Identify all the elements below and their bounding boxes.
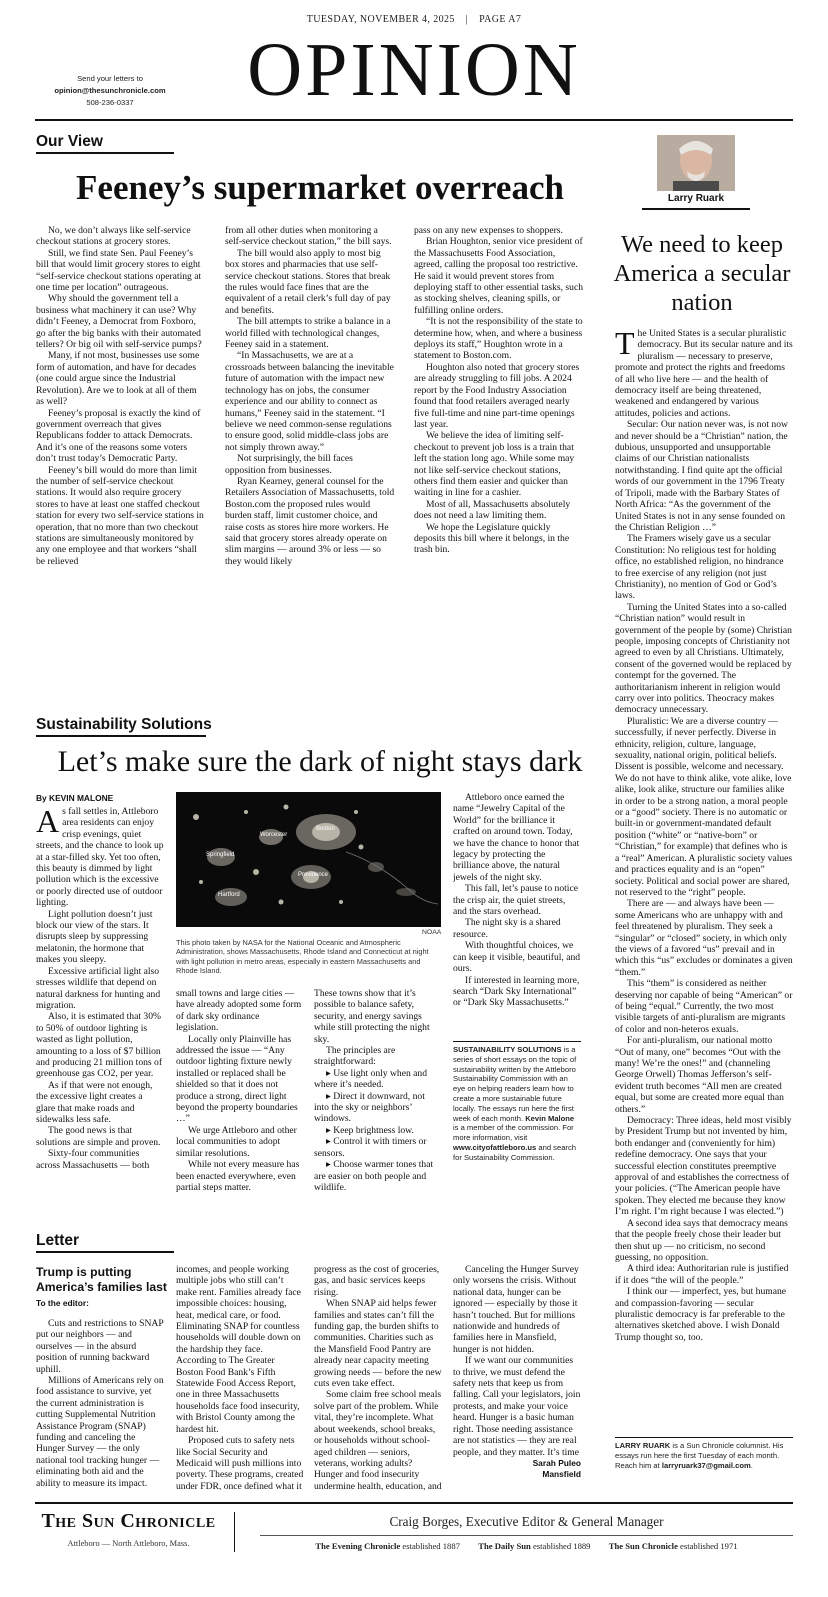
paragraph: Feeney’s bill would do more than limit the number of self-service checkout stations. It would also require grocery stores to have at least one staffed checkout station for every two self-service stations in operation, that no more than two checkout stations are simultaneously monitored by any one employee and that workers “shall be relieved bbox=[36, 464, 204, 567]
paragraph: “In Massachusetts, we are at a crossroads between balancing the inevitable future of automation with the impact new technology has on jobs, the consumer experience and our ability to connect as humans,” Feeney said in the statement. “I believe we need common-sense regulations to ensure good, solid middle-class jobs are not simply thrown away.” bbox=[225, 350, 394, 453]
paragraph: Excessive artificial light also stresses wildlife that depend on natural darkness for hunting and migration. bbox=[36, 965, 161, 1011]
page-title: OPINION bbox=[247, 28, 581, 112]
sustainability-col-4 bbox=[453, 792, 581, 1038]
paragraph: The bill would also apply to most big box stores and pharmacies that use self-service checkout stations. Stores that break the rules would face fines that are the equivalent of a retail clerk’s full day of pay and benefits. bbox=[225, 247, 391, 316]
footer-paper-name: The Sun Chronicle bbox=[41, 1510, 216, 1532]
column-bio-rule bbox=[615, 1437, 793, 1438]
paragraph: s fall settles in, Attleboro area residents can enjoy crisp evenings, quiet streets, and the chance to look up at a star-filled sky. Yet too often, this beauty is dimmed by light pollution which is the excessive or poorly directed use of outdoor lighting. bbox=[36, 806, 164, 909]
our-view-col-1 bbox=[36, 225, 206, 685]
note-title: SUSTAINABILITY SOLUTIONS bbox=[453, 1045, 562, 1054]
paragraph: Some claim free school meals solve part of the problem. While vital, they’re incomplete. What about weekends, school breaks, or households without school-aged children — seniors, veterans, working adults? Hunger and food insecurity undermine health, education, and bbox=[314, 1389, 442, 1490]
note-tail: and search for Sustainability Commission. bbox=[453, 1142, 576, 1162]
dateline-separator: | bbox=[465, 14, 469, 25]
paragraph: from all other duties when monitoring a self-service checkout station,” the bill says. bbox=[225, 225, 392, 248]
paragraph: Also, it is estimated that 30% to 50% of outdoor lighting is wasted as light pollution, amounting to a loss of $7 billion and producing 21 million tons of greenhouse gas CO2, per year. bbox=[36, 1011, 163, 1080]
paragraph: No, we don’t always like self-service checkout stations at grocery stores. bbox=[36, 225, 191, 248]
paragraph: pass on any new expenses to shoppers. bbox=[414, 225, 563, 236]
list-item: ▸ Choose warmer tones that are easier on both people and wildlife. bbox=[314, 1159, 434, 1193]
heritage-name: The Daily Sun bbox=[478, 1541, 531, 1551]
map-label: Hartford bbox=[218, 892, 240, 898]
paragraph: The Framers wisely gave us a secular Constitution: No religious test for holding office, no established religion, no hindrance to free exercise of any religion (not just Christianity), no mention of God or God’s laws. bbox=[615, 533, 784, 602]
paragraph: incomes, and people working multiple jobs who still can’t make rent. Families already face impossible choices: housing, heat, medical care, or food. Eliminating SNAP for countless households will double down on the hardship they face. According to The Greater Boston Food Bank’s Fifth Statewide Food Access Report, one in three Massachusetts households face food insecurity, with Bristol County among the hardest hit. bbox=[176, 1264, 301, 1435]
letter-rule bbox=[36, 1251, 174, 1253]
paragraph: Pluralistic: We are a diverse country — successfully, if never perfectly. Diverse in ethnicity, religion, culture, language, sexuality, national origin, political beliefs. Dissent is possible, welcome and necessary. We do not have to think alike, vote alike, love alike, look alike, structure our families alike in order to be a strong nation, a moral people or a “good” society. There is no automatic or built-in or government-mandated default position (“white” or “native-born” or “Christian,” for example) that defines who is a “real” American. A pluralistic society values and practices equality and is an “open” society. Political and social power are shared, not reserved to the “right” people. bbox=[615, 715, 793, 898]
sustainability-rule bbox=[36, 735, 206, 737]
letter-col-3 bbox=[314, 1264, 442, 1490]
paragraph: A third idea: Authoritarian rule is justified if it does “the will of the people.” bbox=[615, 1263, 789, 1286]
footer-towns: Attleboro — North Attleboro, Mass. bbox=[67, 1539, 190, 1548]
sustainability-col-1 bbox=[36, 806, 164, 1196]
letter-col-2 bbox=[176, 1264, 304, 1490]
list-item: ▸ Keep brightness low. bbox=[326, 1124, 414, 1136]
night-lights-map-icon bbox=[176, 792, 441, 927]
paragraph: Proposed cuts to safety nets like Social Security and Medicaid will push millions into poverty. These programs, created under FDR, once defined what it bbox=[176, 1435, 304, 1490]
column-bio: LARRY RUARK is a Sun Chronicle columnist. His essays run here the first Tuesday of each month. Reach him at larryruark37@gmail.com. bbox=[615, 1441, 784, 1470]
letter-col-1 bbox=[36, 1318, 164, 1490]
paragraph: Light pollution doesn’t just block our view of the stars. It disrupts sleep by suppressing melatonin, the hormone that makes you sleepy. bbox=[36, 908, 153, 966]
sustainability-col-3 bbox=[314, 988, 442, 1196]
paragraph: We urge Attleboro and other local communities to adopt similar resolutions. bbox=[176, 1124, 297, 1159]
our-view-label: Our View bbox=[36, 133, 103, 150]
paragraph: The principles are straightforward: bbox=[314, 1045, 396, 1068]
bio-text: is a Sun Chronicle columnist. His essays run here the first Tuesday of each month. Reach him at bbox=[615, 1441, 784, 1470]
letter-salutation: To the editor: bbox=[36, 1298, 89, 1308]
footer-editor-rule bbox=[260, 1535, 793, 1536]
bio-email[interactable]: larryruark37@gmail.com bbox=[661, 1460, 751, 1470]
paragraph: There are — and always have been — some Americans who are unhappy with and feel threatened by pluralism. They seek a “singular” or “closed” society, in which only the views of a favored “us” prevail and in which this “us” excludes or dominates a given “them.” bbox=[615, 898, 793, 978]
paragraph: Feeney’s proposal is exactly the kind of government overreach that gives Republicans fodder to attack Democrats. And it’s one of the reasons some voters don’t trust today’s Democratic Party. bbox=[36, 407, 201, 465]
column-body bbox=[615, 328, 793, 1438]
paragraph: The night sky is a shared resource. bbox=[453, 917, 561, 940]
map-label: Boston bbox=[316, 826, 335, 832]
footer-divider bbox=[234, 1512, 235, 1552]
heritage-est: established 1971 bbox=[680, 1541, 738, 1551]
columnist-rule bbox=[642, 208, 750, 210]
paragraph: small towns and large cities — have already adopted some form of dark sky ordinance legislation. bbox=[176, 988, 302, 1034]
note-url[interactable]: www.cityofattleboro.us bbox=[453, 1142, 537, 1152]
paragraph: Ryan Kearney, general counsel for the Retailers Association of Massachusetts, told Boston.com the proposed rules would burden staff, limit customer choice, and raise costs as stores hire more workers. He said that grocery stores already operate on slim margins — around 3% or less — so they would likely bbox=[225, 475, 395, 567]
paragraph: A second idea says that democracy means that the people freely chose their leader but then shut up — no criticism, no second guessing, no opposition. bbox=[615, 1217, 788, 1263]
paragraph: We hope the Legislature quickly deposits this bill where it belongs, in the trash bin. bbox=[414, 521, 570, 556]
paragraph: Sixty-four communities across Massachusetts — both bbox=[36, 1148, 150, 1171]
paragraph: Not surprisingly, the bill faces opposition from businesses. bbox=[225, 453, 353, 476]
paragraph: If we want our communities to thrive, we must defend the safety nets that keep us from falling. Call your legislators, join protests, and make your voice heard. Hunger is a basic human right. Those needing assistance are not statistics — they are real people, and they matter. It’s time bbox=[453, 1355, 581, 1458]
letters-phone: 508-236-0337 bbox=[86, 98, 134, 107]
columnist-name: Larry Ruark bbox=[667, 193, 725, 204]
sustainability-note bbox=[453, 1045, 581, 1185]
heritage-name: The Evening Chronicle bbox=[315, 1541, 401, 1551]
our-view-headline: Feeney’s supermarket overreach bbox=[76, 168, 564, 207]
photo-caption: This photo taken by NASA for the National Oceanic and Atmospheric Administration, shows Massachusetts, Rhode Island and Connecticut at night with light pollution in metro areas, especially in eastern Massachusetts and Rhode Island. bbox=[176, 938, 429, 976]
our-view-col-3 bbox=[414, 225, 584, 685]
heritage-est: established 1887 bbox=[402, 1541, 460, 1551]
letter-headline: Trump is putting America’s families last bbox=[36, 1265, 167, 1294]
paragraph bbox=[36, 1489, 164, 1490]
paragraph: These towns show that it’s possible to balance safety, security, and energy savings while still protecting the night sky. bbox=[314, 988, 430, 1045]
list-item: ▸ Control it with timers or sensors. bbox=[314, 1136, 427, 1159]
page-number: PAGE A7 bbox=[479, 14, 522, 25]
paragraph: Brian Houghton, senior vice president of the Massachusetts Food Association, agreed, calling the proposal too restrictive. He said it would prevent stores from deploying staff to other essential tasks, such as stocking shelves, cleaning spills, or fulfilling online orders. bbox=[414, 236, 584, 316]
map-label: Springfield bbox=[206, 852, 235, 858]
paragraph: With thoughtful choices, we can keep it visible, beautiful, and ours. bbox=[453, 940, 581, 975]
paragraph: We believe the idea of limiting self-checkout to prevent job loss is a train that left the station long ago. While some may not like self-service checkout stations, others find them easier and quicker than waiting in line for a cashier. bbox=[414, 430, 575, 499]
paragraph: Millions of Americans rely on food assistance to survive, yet the current administration is cutting Supplemental Nutrition Assistance Program (SNAP) funding and canceling the Hunger Survey — the only national tool tracking hunger — eliminating both aid and the ability to measure its impact. bbox=[36, 1375, 164, 1489]
note-author-text: is a member of the commission. For more information, visit bbox=[453, 1123, 574, 1143]
paragraph: For anti-pluralism, our national motto “Out of many, one” becomes “Out with the many! We’re the ones!” and (channeling George Orwell) Thomas Jefferson’s self-evident truth becomes “All men are created equal, but some are created more equal than others.” bbox=[615, 1035, 784, 1115]
byline: By KEVIN MALONE bbox=[36, 793, 114, 803]
paragraph: Many, if not most, businesses use some form of automation, and have for decades (one could argue since the Industrial Revolution). Are we to look at all of them as well? bbox=[36, 350, 200, 408]
footer-heritage bbox=[260, 1541, 793, 1551]
heritage-name: The Sun Chronicle bbox=[608, 1541, 678, 1551]
paragraph: progress as the cost of groceries, gas, and basic services keeps rising. bbox=[314, 1264, 440, 1298]
sustainability-dropcap: A bbox=[36, 806, 60, 839]
masthead-rule bbox=[35, 119, 793, 121]
paragraph: Still, we find state Sen. Paul Feeney’s bill that would limit grocery stores to eight “self-service checkout stations operating at one time per location” outrageous. bbox=[36, 247, 202, 294]
paragraph: Why should the government tell a business what machinery it can use? Why didn’t Feeney, a Democrat from Foxboro, go after the big banks with their automated tellers? Or big oil with self-service pumps? bbox=[36, 293, 202, 351]
paragraph: Turning the United States into a so-called “Christian nation” would result in government of the people by (some) Christian people, imposing concepts of Christianity not agreed to even by all Christians. Ultimately, consent of the governed would be replaced by contempt for the governed. The authoritarianism inherent in religion would carry over into politics. Theocracy makes democracy unnecessary. bbox=[615, 601, 792, 716]
heritage-est: established 1889 bbox=[532, 1541, 591, 1551]
column-dropcap: T bbox=[615, 328, 635, 361]
paragraph: When SNAP aid helps fewer families and states can’t fill the funding gap, the burden shifts to communities. Charities such as the Mansfield Food Pantry are already near capacity meeting growing needs — before the new cuts even take effect. bbox=[314, 1298, 442, 1390]
signer-town: Mansfield bbox=[542, 1469, 581, 1479]
our-view-rule bbox=[36, 152, 174, 154]
letters-prompt: Send your letters to bbox=[77, 74, 143, 83]
dateline: TUESDAY, NOVEMBER 4, 2025 bbox=[306, 14, 455, 25]
paragraph: This “them” is considered as neither deserving nor capable of being “American” or of being “equal.” Currently, the two most visible targets of anti-pluralism are migrants of color and non-heteros exuals. bbox=[615, 978, 793, 1035]
paragraph: If interested in learning more, search “Dark Sky International” or “Dark Sky Massachusetts.” bbox=[453, 974, 580, 1009]
paragraph: “It is not the responsibility of the state to determine how, when, and where a business deploys its staff,” Houghton wrote in a statement to Boston.com. bbox=[414, 316, 583, 362]
footer-rule bbox=[35, 1502, 793, 1504]
paragraph: The bill attempts to strike a balance in a world filled with technological changes, Feeney said in a statement. bbox=[225, 316, 391, 351]
sustainability-headline: Let’s make sure the dark of night stays dark bbox=[57, 745, 583, 778]
paragraph: The good news is that solutions are simple and proven. bbox=[36, 1125, 161, 1148]
note-author: Kevin Malone bbox=[525, 1113, 575, 1123]
paragraph: Attleboro once earned the name “Jewelry Capital of the World” for the brilliance it crafted on around town. Today, we have the chance to honor that legacy by protecting the brilliance above, the natural jewels of the night sky. bbox=[453, 792, 580, 883]
letter-label: Letter bbox=[36, 1232, 80, 1249]
list-item: ▸ Use light only when and where it’s needed. bbox=[314, 1067, 428, 1091]
paragraph: Secular: Our nation never was, is not now and never should be a “Christian” nation, the dubious, unsupported and unsupportable claims of our Christian nationalists notwithstanding. I find quite apt the official words of our government in the 1796 Treaty of Tripoli, made with the Barbary States of North Africa: “As the government of the United States is not in any sense founded on the Christian Religion …” bbox=[615, 419, 788, 533]
letters-email[interactable]: opinion@thesunchronicle.com bbox=[54, 86, 166, 95]
our-view-col-2 bbox=[225, 225, 395, 685]
sustainability-note-rule bbox=[453, 1041, 581, 1042]
photo-credit: NOAA bbox=[422, 929, 442, 936]
paragraph: While not every measure has been enacted everywhere, even partial steps matter. bbox=[176, 1159, 300, 1193]
signer-name: Sarah Puleo bbox=[532, 1458, 581, 1468]
paragraph: Democracy: Three ideas, held most visibly by President Trump but not invented by him, both endanger and (conveniently for him) redefine democracy. One says that your successful election constitutes preemptive approval of and establishes the correctness of your policies. (“The American people have spoken. They elected me because they know I’m right. I’m right because I was elected.”) bbox=[615, 1115, 792, 1218]
sustainability-label: Sustainability Solutions bbox=[36, 716, 212, 733]
paragraph: This fall, let’s pause to notice the crisp air, the quiet streets, and the stars overhead. bbox=[453, 883, 578, 918]
column-headline: We need to keep America a secular nation bbox=[613, 231, 791, 316]
paragraph: he United States is a secular pluralistic democracy. But its secular nature and its pluralism — necessary to preserve, promote and protect the rights and freedoms of all who live here — and the health of democracy itself are being threatened, weakened and endangered by various attitudes, policies and actions. bbox=[615, 328, 793, 419]
paragraph: Cuts and restrictions to SNAP put our neighbors — and ourselves — in the absurd position of running backward uphill. bbox=[36, 1318, 164, 1375]
sustainability-col-2 bbox=[176, 988, 304, 1196]
footer-editor: Craig Borges, Executive Editor & General Manager bbox=[389, 1514, 664, 1529]
bio-name: LARRY RUARK bbox=[615, 1441, 671, 1450]
letter-signature bbox=[453, 1458, 581, 1480]
paragraph: Most of all, Massachusetts absolutely does not need a law limiting them. bbox=[414, 498, 571, 522]
paragraph: Houghton also noted that grocery stores are already struggling to fill jobs. A 2024 report by the Food Industry Association found that food retailers averaged nearly five full-time and nine part-time openings last year. bbox=[414, 361, 580, 430]
paragraph: As if that were not enough, the excessive light creates a glare that make roads and sidewalks less safe. bbox=[36, 1079, 153, 1125]
map-label: Worcester bbox=[260, 832, 288, 838]
list-item: ▸ Direct it downward, not into the sky or neighbors’ windows. bbox=[314, 1090, 425, 1125]
letter-col-4 bbox=[453, 1264, 581, 1458]
night-satellite-photo bbox=[176, 792, 441, 927]
paragraph: Canceling the Hunger Survey only worsens the crisis. Without national data, hunger can be ignored — especially by those it hasn’t touched. But for millions nationwide and hundreds of families here in Mansfield, hunger is not hidden. bbox=[453, 1264, 579, 1355]
note-text: is a series of short essays on the topic of sustainability written by the Attleboro Sustainability Commission with an eye on helping readers learn how to create a more sustainable future locally. The essays run here the first week of each month. bbox=[453, 1045, 577, 1123]
letters-info bbox=[40, 73, 180, 109]
map-label: Providence bbox=[298, 872, 329, 878]
paragraph: I think our — imperfect, yes, but humane and compassion-favoring — secular pluralistic democracy is far preferable to the alternatives sketched above. I wish Donald Trump thought so, too. bbox=[615, 1286, 787, 1343]
columnist-photo bbox=[657, 135, 735, 191]
paragraph: Locally only Plainville has addressed the issue — “Any outdoor lighting fixture newly installed or replaced shall be shielded so that it does not produce a strong, direct light beyond the property boundaries …” bbox=[176, 1033, 298, 1125]
columnist-portrait-icon bbox=[657, 135, 735, 191]
